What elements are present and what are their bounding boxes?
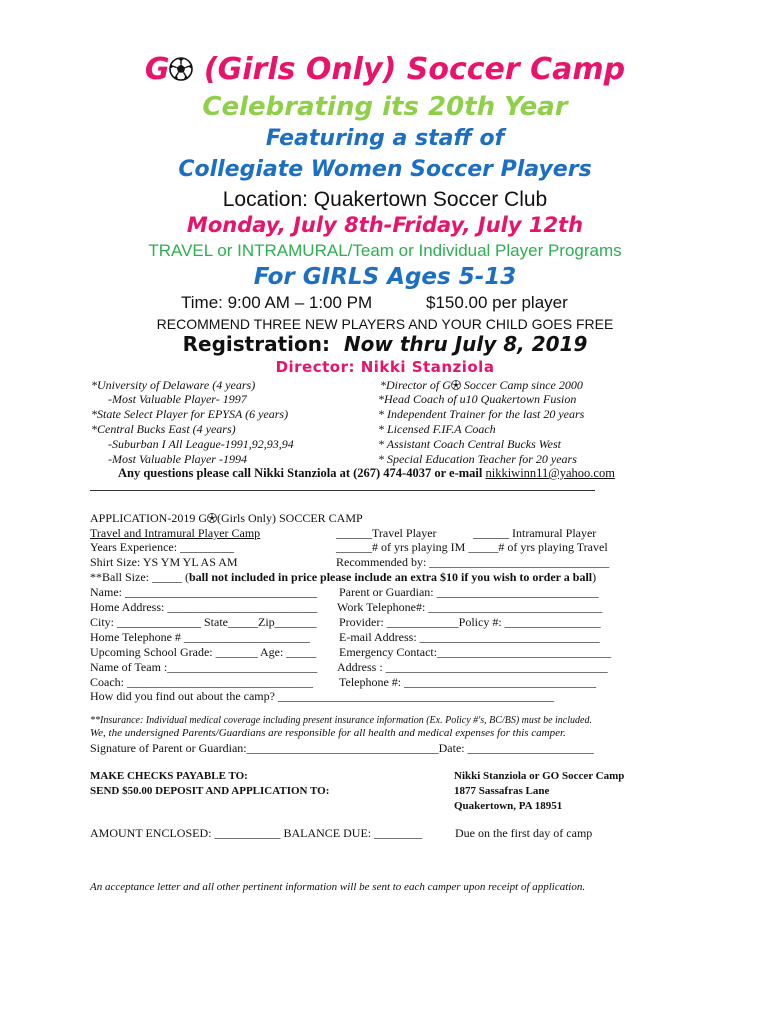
intramural-player-field[interactable]: ______ Intramural Player xyxy=(473,526,597,540)
camp-title: G (Girls Only) Soccer Camp xyxy=(144,52,626,87)
recommend-line: RECOMMEND THREE NEW PLAYERS AND YOUR CHILD GOES FREE xyxy=(156,316,614,332)
coach-field[interactable]: Coach: _______________________________ xyxy=(90,675,313,689)
featuring-line-2: Collegiate Women Soccer Players xyxy=(178,157,592,182)
email-address-field[interactable]: E-mail Address: ______________________________ xyxy=(339,630,600,644)
team-name-field[interactable]: Name of Team :_________________________ xyxy=(90,660,318,674)
registration-label: Registration: xyxy=(182,332,330,356)
ball-size-field[interactable]: **Ball Size: _____ (ball not included in price please include an extra $10 if you wish to order a ball) xyxy=(90,570,597,584)
registration-dates: Now thru July 8, 2019 xyxy=(343,332,588,356)
credential-right-6: * Special Education Teacher for 20 years xyxy=(378,452,577,466)
credential-left-6: -Most Valuable Player -1994 xyxy=(108,452,247,466)
shirt-size-field[interactable]: Shirt Size: YS YM YL AS AM xyxy=(90,555,238,569)
featuring-line-1: Featuring a staff of xyxy=(265,126,505,151)
school-grade-age-field[interactable]: Upcoming School Grade: _______ Age: _____ xyxy=(90,645,317,659)
send-deposit-label: SEND $50.00 DEPOSIT AND APPLICATION TO: xyxy=(90,785,330,797)
camp-price: $150.00 per player xyxy=(426,293,568,312)
soccer-ball-icon xyxy=(451,380,461,390)
location: Location: Quakertown Soccer Club xyxy=(222,188,548,211)
credential-left-4: *Central Bucks East (4 years) xyxy=(91,422,236,436)
director-line: Director: Nikki Stanziola xyxy=(275,358,495,376)
payee-name: Nikki Stanziola or GO Soccer Camp xyxy=(454,770,625,782)
celebrating-heading: Celebrating its 20th Year xyxy=(202,92,568,122)
city-state-zip-field[interactable]: City: ______________ State_____Zip_______ xyxy=(90,615,317,629)
insurance-note: **Insurance: Individual medical coverage including present insurance information (Ex. Policy #'s, BC/BS) must be included. xyxy=(90,715,592,726)
payee-street: 1877 Sassafras Lane xyxy=(454,785,550,797)
soccer-ball-icon xyxy=(169,57,193,81)
responsibility-note: We, the undersigned Parents/Guardians are responsible for all health and medical expenses for this camper. xyxy=(90,727,566,739)
camp-type-heading: Travel and Intramural Player Camp xyxy=(90,526,261,540)
amount-balance-field[interactable]: AMOUNT ENCLOSED: ___________ BALANCE DUE: ________ xyxy=(90,826,423,840)
registration-line xyxy=(0,332,770,356)
telephone-field[interactable]: Telephone #: ________________________________ xyxy=(339,675,597,689)
credential-left-1: *University of Delaware (4 years) xyxy=(91,378,256,392)
due-note: Due on the first day of camp xyxy=(455,826,593,840)
camp-time: Time: 9:00 AM – 1:00 PM xyxy=(181,293,373,312)
signature-field[interactable]: Signature of Parent or Guardian:________________________________Date: _____________________ xyxy=(90,741,594,755)
ages-heading: For GIRLS Ages 5-13 xyxy=(253,264,517,290)
home-address-field[interactable]: Home Address: _________________________ xyxy=(90,600,318,614)
credential-right-4: * Licensed F.IF.A Coach xyxy=(378,422,496,436)
years-playing-field[interactable]: ______# of yrs playing IM _____# of yrs playing Travel xyxy=(336,540,608,554)
application-title: APPLICATION-2019 G (Girls Only) SOCCER CAMP xyxy=(90,511,363,525)
acceptance-note: An acceptance letter and all other pertinent information will be sent to each camper upon receipt of application. xyxy=(90,881,586,893)
contact-line: Any questions please call Nikki Stanziola at (267) 474-4037 or e-mail nikkiwinn11@yahoo.com xyxy=(118,466,615,480)
emergency-contact-field[interactable]: Emergency Contact:_____________________________ xyxy=(339,645,612,659)
credential-right-3: * Independent Trainer for the last 20 years xyxy=(378,407,585,421)
credential-left-2: -Most Valuable Player- 1997 xyxy=(108,392,247,406)
credential-right-1: *Director of G Soccer Camp since 2000 xyxy=(380,378,583,392)
payee-city: Quakertown, PA 18951 xyxy=(454,800,563,812)
recommended-by-field[interactable]: Recommended by: ______________________________ xyxy=(336,555,610,569)
credential-right-5: * Assistant Coach Central Bucks West xyxy=(378,437,561,451)
soccer-ball-icon xyxy=(207,513,217,523)
divider xyxy=(90,490,595,491)
parent-guardian-field[interactable]: Parent or Guardian: ___________________________ xyxy=(339,585,599,599)
checks-payable-label: MAKE CHECKS PAYABLE TO: xyxy=(90,770,248,782)
name-field[interactable]: Name: ________________________________ xyxy=(90,585,317,599)
credential-right-2: *Head Coach of u10 Quakertown Fusion xyxy=(378,392,577,406)
how-found-field[interactable]: How did you find out about the camp? ______________________________________________ xyxy=(90,689,554,703)
contact-email-link[interactable]: nikkiwinn11@yahoo.com xyxy=(485,466,615,480)
work-telephone-field[interactable]: Work Telephone#: _____________________________ xyxy=(337,600,603,614)
credential-left-5: -Suburban I All League-1991,92,93,94 xyxy=(108,437,294,451)
credential-left-3: *State Select Player for EPYSA (6 years) xyxy=(91,407,289,421)
camp-dates: Monday, July 8th-Friday, July 12th xyxy=(186,213,584,237)
travel-player-field[interactable]: ______Travel Player xyxy=(336,526,437,540)
years-experience-field[interactable]: Years Experience: _________ xyxy=(90,540,235,554)
provider-policy-field[interactable]: Provider: ____________Policy #: ________________ xyxy=(339,615,601,629)
address-field[interactable]: Address : _____________________________________ xyxy=(337,660,608,674)
programs-line: TRAVEL or INTRAMURAL/Team or Individual Player Programs xyxy=(148,241,622,260)
home-telephone-field[interactable]: Home Telephone # _____________________ xyxy=(90,630,310,644)
